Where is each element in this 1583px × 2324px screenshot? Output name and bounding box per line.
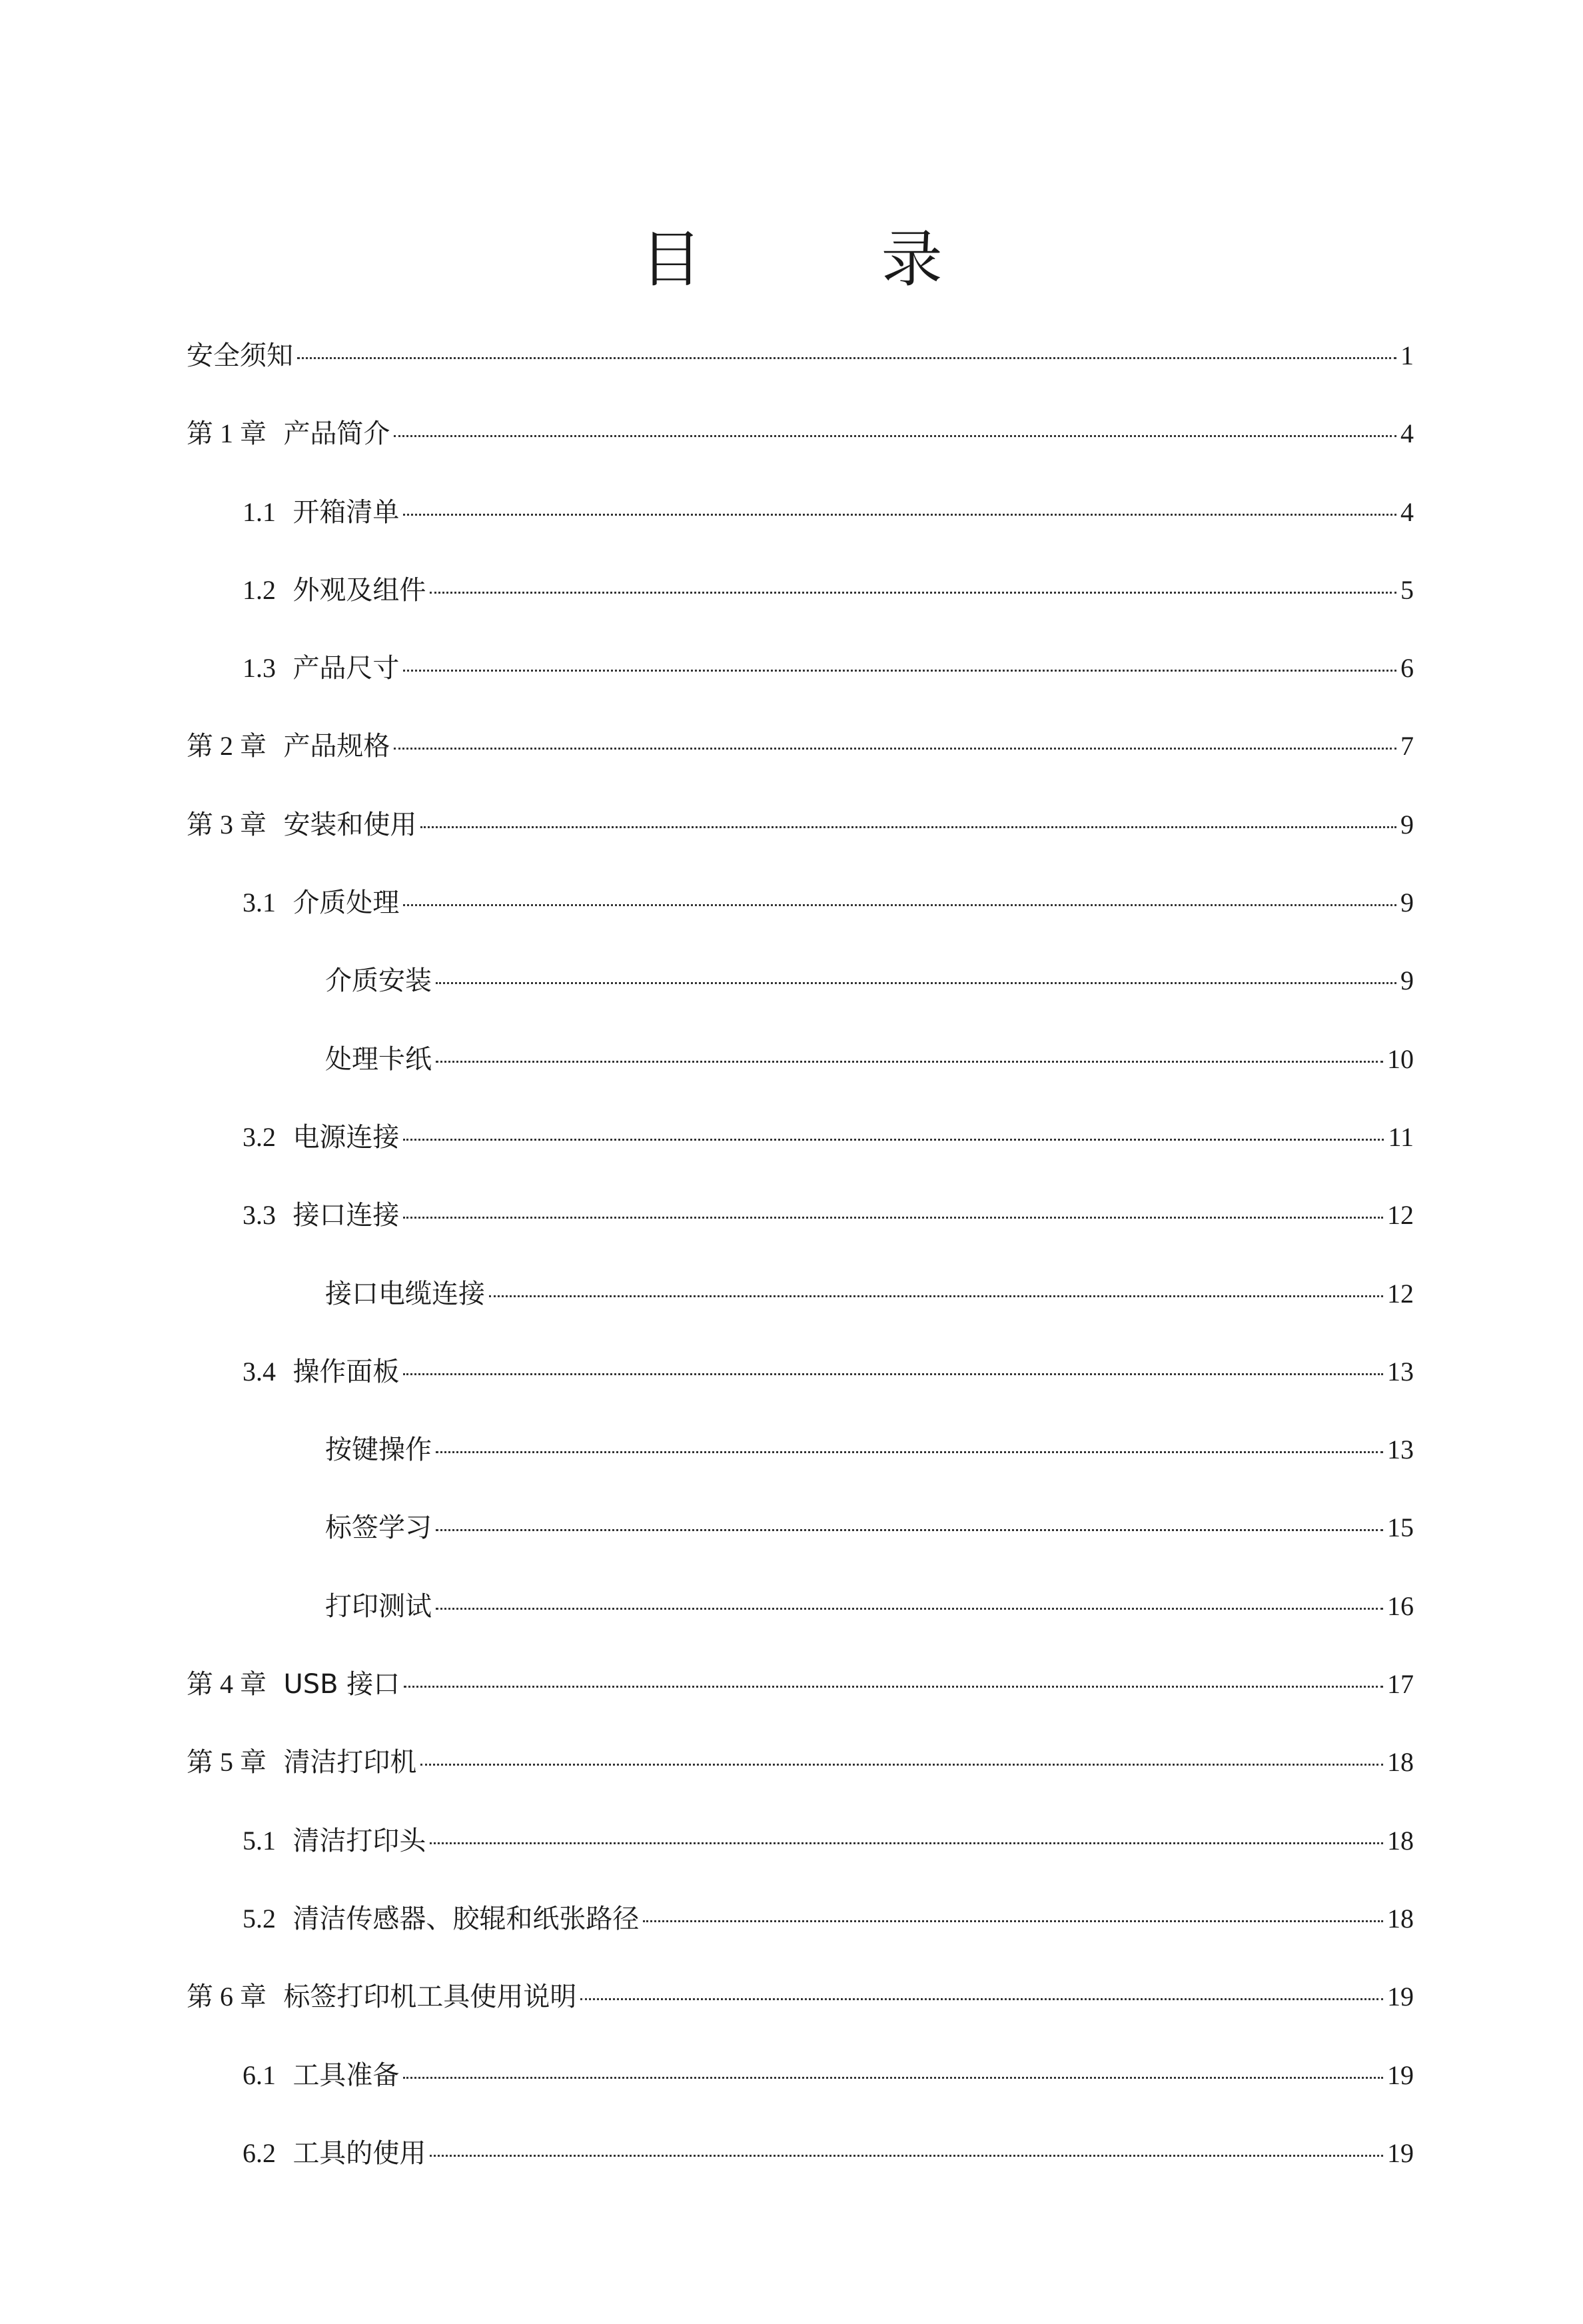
toc-entry[interactable] bbox=[187, 1973, 1414, 2051]
toc-entry-label bbox=[243, 1895, 639, 1943]
toc-entry-number: 第 6 章 bbox=[187, 1982, 266, 2012]
toc-entry-number: 第 2 章 bbox=[187, 731, 266, 762]
toc-entry-text: 产品规格 bbox=[283, 731, 390, 762]
toc-entry-text: 开箱清单 bbox=[292, 496, 400, 528]
toc-entry-page: 4 bbox=[1400, 496, 1414, 527]
toc-entry-number: 第 1 章 bbox=[187, 418, 266, 449]
toc-leader-dots bbox=[430, 2155, 1383, 2157]
toc-entry-label bbox=[325, 1270, 485, 1318]
toc-entry[interactable] bbox=[187, 879, 1414, 957]
toc-entry[interactable] bbox=[187, 1660, 1414, 1738]
toc-entry-page: 18 bbox=[1387, 1825, 1414, 1856]
toc-entry-label bbox=[243, 1191, 399, 1239]
toc-entry-number: 6.2 bbox=[243, 2137, 276, 2168]
toc-entry-page: 9 bbox=[1400, 887, 1414, 918]
toc-entry-text: 处理卡纸 bbox=[325, 1043, 432, 1075]
toc-entry-number: 3.2 bbox=[243, 1121, 276, 1152]
toc-entry[interactable] bbox=[187, 1504, 1414, 1582]
toc-title: 目 录 bbox=[640, 224, 1023, 295]
toc-entry-text: USB 接口 bbox=[283, 1669, 400, 1700]
toc-leader-dots bbox=[403, 2077, 1383, 2079]
toc-entry-text: 工具的使用 bbox=[292, 2137, 426, 2169]
toc-entry-number: 5.1 bbox=[243, 1825, 276, 1856]
toc-entry-label bbox=[243, 1817, 426, 1865]
toc-leader-dots bbox=[420, 826, 1396, 828]
toc-entry-text: 工具准备 bbox=[292, 2059, 400, 2091]
toc-entry-text: 介质处理 bbox=[292, 887, 400, 919]
toc-entry-page: 18 bbox=[1387, 1903, 1414, 1934]
toc-entry-number: 6.1 bbox=[243, 2059, 276, 2090]
toc-entry-number: 1.3 bbox=[243, 653, 276, 684]
toc-entry-page: 13 bbox=[1387, 1435, 1414, 1465]
toc-entry-text: 接口连接 bbox=[292, 1200, 400, 1231]
toc-entry[interactable] bbox=[187, 1113, 1414, 1191]
toc-list bbox=[187, 332, 1414, 2207]
toc-leader-dots bbox=[436, 982, 1396, 984]
toc-entry-text: 清洁传感器、胶辊和纸张路径 bbox=[292, 1903, 640, 1934]
toc-leader-dots bbox=[643, 1920, 1383, 1922]
toc-entry[interactable] bbox=[187, 1895, 1414, 1973]
toc-entry[interactable] bbox=[187, 1035, 1414, 1113]
toc-leader-dots bbox=[430, 592, 1396, 594]
toc-entry-text: 标签打印机工具使用说明 bbox=[283, 1982, 577, 2013]
toc-entry-page: 9 bbox=[1400, 965, 1414, 996]
toc-entry-text: 产品简介 bbox=[283, 418, 390, 450]
toc-entry-label bbox=[325, 1504, 432, 1552]
toc-entry-label bbox=[325, 1582, 432, 1630]
toc-entry-number: 1.1 bbox=[243, 496, 276, 527]
toc-entry-label bbox=[243, 2129, 426, 2177]
toc-entry-text: 打印测试 bbox=[325, 1590, 432, 1622]
toc-entry-label bbox=[243, 488, 399, 536]
toc-entry-text: 清洁打印头 bbox=[292, 1825, 426, 1856]
toc-leader-dots bbox=[403, 904, 1396, 906]
toc-entry-text: 介质安装 bbox=[325, 965, 432, 997]
toc-entry-label bbox=[243, 879, 399, 927]
toc-leader-dots bbox=[403, 1217, 1383, 1219]
toc-entry[interactable] bbox=[187, 1270, 1414, 1348]
toc-entry-number: 5.2 bbox=[243, 1903, 276, 1934]
toc-entry[interactable] bbox=[187, 410, 1414, 488]
toc-entry-number: 3.4 bbox=[243, 1356, 276, 1387]
toc-entry-page: 4 bbox=[1400, 418, 1414, 449]
toc-entry[interactable] bbox=[187, 644, 1414, 722]
toc-entry-label bbox=[243, 1348, 399, 1396]
toc-entry[interactable] bbox=[187, 722, 1414, 800]
toc-entry[interactable] bbox=[187, 2129, 1414, 2207]
toc-entry[interactable] bbox=[187, 1582, 1414, 1660]
toc-entry[interactable] bbox=[187, 1738, 1414, 1816]
toc-entry-page: 7 bbox=[1400, 731, 1414, 762]
toc-entry[interactable] bbox=[187, 801, 1414, 879]
toc-entry-label bbox=[187, 801, 416, 849]
toc-entry-label bbox=[325, 1035, 432, 1083]
toc-entry-page: 6 bbox=[1400, 653, 1414, 684]
toc-leader-dots bbox=[420, 1764, 1383, 1766]
toc-entry-page: 12 bbox=[1387, 1200, 1414, 1231]
toc-entry-page: 19 bbox=[1387, 2059, 1414, 2090]
toc-entry-label bbox=[325, 957, 432, 1005]
toc-leader-dots bbox=[436, 1529, 1383, 1531]
toc-entry-page: 16 bbox=[1387, 1590, 1414, 1621]
toc-entry-text: 操作面板 bbox=[292, 1356, 400, 1387]
toc-entry[interactable] bbox=[187, 1348, 1414, 1426]
toc-entry-label bbox=[187, 722, 390, 770]
toc-entry[interactable] bbox=[187, 566, 1414, 644]
toc-entry-page: 12 bbox=[1387, 1278, 1414, 1309]
toc-entry[interactable] bbox=[187, 332, 1414, 410]
toc-entry-page: 13 bbox=[1387, 1356, 1414, 1387]
toc-entry-number: 3.1 bbox=[243, 887, 276, 918]
toc-entry-page: 17 bbox=[1387, 1669, 1414, 1700]
toc-leader-dots bbox=[430, 1842, 1383, 1844]
toc-entry-label bbox=[187, 332, 293, 380]
toc-entry-page: 9 bbox=[1400, 809, 1414, 840]
toc-leader-dots bbox=[436, 1061, 1383, 1063]
toc-entry-text: 标签学习 bbox=[325, 1512, 432, 1544]
toc-entry-text: 接口电缆连接 bbox=[325, 1278, 485, 1309]
toc-entry-number: 第 3 章 bbox=[187, 809, 266, 840]
toc-entry-page: 19 bbox=[1387, 2137, 1414, 2168]
toc-entry-page: 10 bbox=[1387, 1043, 1414, 1074]
toc-leader-dots bbox=[297, 357, 1396, 359]
toc-entry[interactable] bbox=[187, 1426, 1414, 1504]
toc-entry-text: 产品尺寸 bbox=[292, 653, 400, 684]
toc-leader-dots bbox=[403, 670, 1396, 672]
toc-entry[interactable] bbox=[187, 1191, 1414, 1269]
toc-leader-dots bbox=[580, 1998, 1383, 2000]
toc-leader-dots bbox=[403, 514, 1396, 516]
toc-entry-label bbox=[187, 1973, 576, 2021]
toc-entry-text: 清洁打印机 bbox=[283, 1747, 417, 1778]
toc-entry-number: 3.3 bbox=[243, 1200, 276, 1231]
toc-entry-text: 安全须知 bbox=[187, 340, 293, 371]
toc-entry-number: 第 5 章 bbox=[187, 1747, 266, 1778]
toc-entry-number: 1.2 bbox=[243, 574, 276, 605]
toc-entry-text: 外观及组件 bbox=[292, 574, 426, 606]
toc-entry-label bbox=[325, 1426, 432, 1474]
toc-leader-dots bbox=[404, 1686, 1383, 1688]
toc-entry-text: 按键操作 bbox=[325, 1435, 432, 1466]
toc-entry-page: 1 bbox=[1400, 340, 1414, 370]
toc-entry-label bbox=[187, 410, 390, 458]
toc-entry-text: 安装和使用 bbox=[283, 809, 417, 840]
toc-entry-page: 15 bbox=[1387, 1512, 1414, 1543]
toc-entry-label bbox=[187, 1660, 400, 1708]
toc-leader-dots bbox=[394, 435, 1396, 437]
toc-leader-dots bbox=[394, 748, 1396, 750]
toc-entry-number: 第 4 章 bbox=[187, 1669, 266, 1700]
toc-entry-page: 5 bbox=[1400, 574, 1414, 605]
toc-entry-label bbox=[243, 1113, 399, 1161]
toc-leader-dots bbox=[403, 1373, 1383, 1375]
toc-entry-label bbox=[187, 1738, 416, 1786]
toc-entry-page: 11 bbox=[1388, 1121, 1414, 1152]
toc-entry-label bbox=[243, 566, 426, 614]
toc-entry[interactable] bbox=[187, 2051, 1414, 2129]
toc-entry[interactable] bbox=[187, 1817, 1414, 1895]
toc-entry-text: 电源连接 bbox=[292, 1121, 400, 1153]
toc-entry[interactable] bbox=[187, 488, 1414, 566]
toc-entry[interactable] bbox=[187, 957, 1414, 1035]
toc-leader-dots bbox=[489, 1295, 1383, 1297]
toc-entry-page: 19 bbox=[1387, 1982, 1414, 2012]
toc-leader-dots bbox=[436, 1608, 1383, 1610]
toc-leader-dots bbox=[403, 1139, 1384, 1141]
toc-entry-page: 18 bbox=[1387, 1747, 1414, 1778]
toc-entry-label bbox=[243, 2051, 399, 2099]
toc-entry-label bbox=[243, 644, 399, 692]
toc-leader-dots bbox=[436, 1451, 1383, 1453]
